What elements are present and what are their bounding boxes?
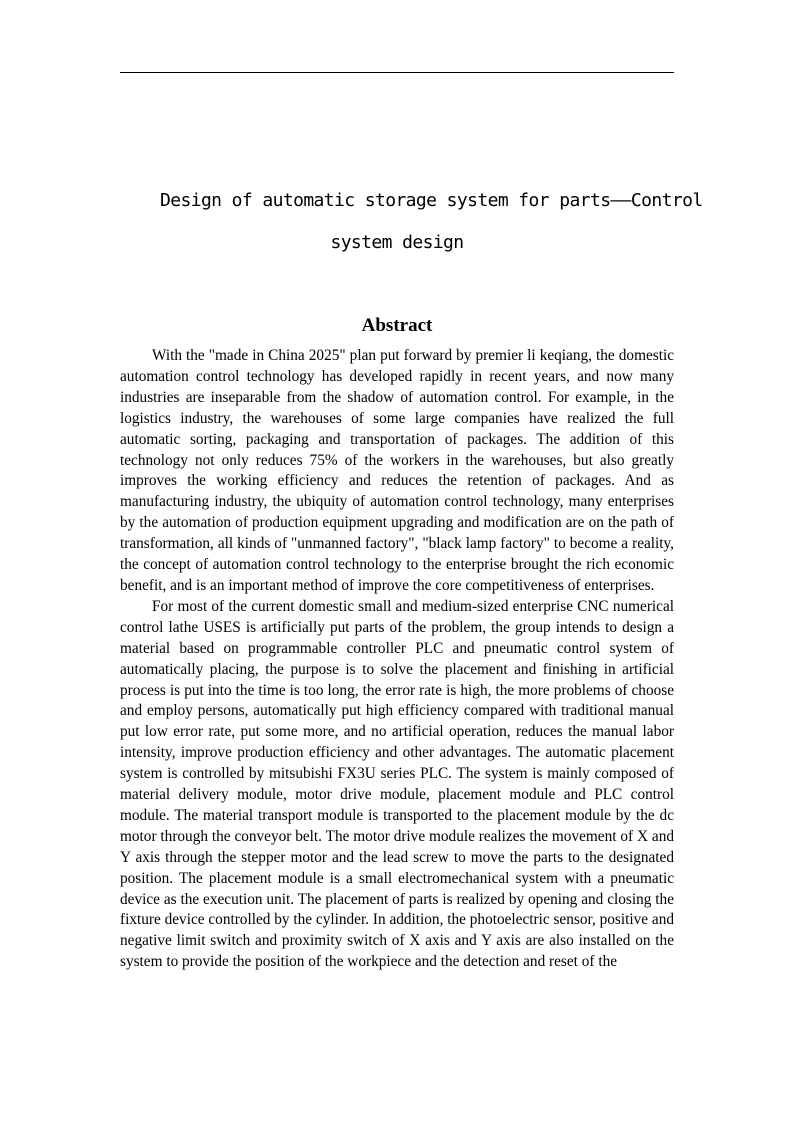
title-line-2: system design xyxy=(330,232,464,253)
header-rule xyxy=(120,72,674,73)
title-line-1: Design of automatic storage system for parts——Control xyxy=(160,190,703,211)
abstract-heading: Abstract xyxy=(361,315,433,336)
abstract-paragraph-1: With the "made in China 2025" plan put forward by premier li keqiang, the domestic automation control technology has developed rapidly in recent years, and now many industries are inseparable from the shadow of automation control. For example, in the logistics industry, the warehouses of some large companies have realized the full automatic sorting, packaging and transportation of packages. The addition of this technology not only reduces 75% of the workers in the warehouses, but also greatly improves the working efficiency and reduces the retention of packages. And as manufacturing industry, the ubiquity of automation control technology, many enterprises by the automation of production equipment upgrading and modification are on the path of transformation, all kinds of "unmanned factory", "black lamp factory" to become a reality, the concept of automation control technology to the enterprise brought the rich economic benefit, and is an important method of improve the core competitiveness of enterprises. xyxy=(120,347,674,594)
abstract-paragraph-2: For most of the current domestic small and medium-sized enterprise CNC numerical control lathe USES is artificially put parts of the problem, the group intends to design a material based on programmable controller PLC and pneumatic control system of automatically placing, the purpose is to solve the placement and finishing in artificial process is put into the time is too long, the error rate is high, the more problems of choose and employ persons, automatically put high efficiency compared with traditional manual put low error rate, put some more, and no artificial operation, reduces the manual labor intensity, improve production efficiency and other advantages. The automatic placement system is controlled by mitsubishi FX3U series PLC. The system is mainly composed of material delivery module, motor drive module, placement module and PLC control module. The material transport module is transported to the placement module by the dc motor through the conveyor belt. The motor drive module realizes the movement of X and Y axis through the stepper motor and the lead screw to move the parts to the designated position. The placement module is a small electromechanical system with a pneumatic device as the execution unit. The placement of parts is realized by opening and closing the fixture device controlled by the cylinder. In addition, the photoelectric sensor, positive and negative limit switch and proximity switch of X axis and Y axis are also installed on the system to provide the position of the workpiece and the detection and reset of the xyxy=(120,597,674,971)
abstract-body xyxy=(120,346,674,973)
